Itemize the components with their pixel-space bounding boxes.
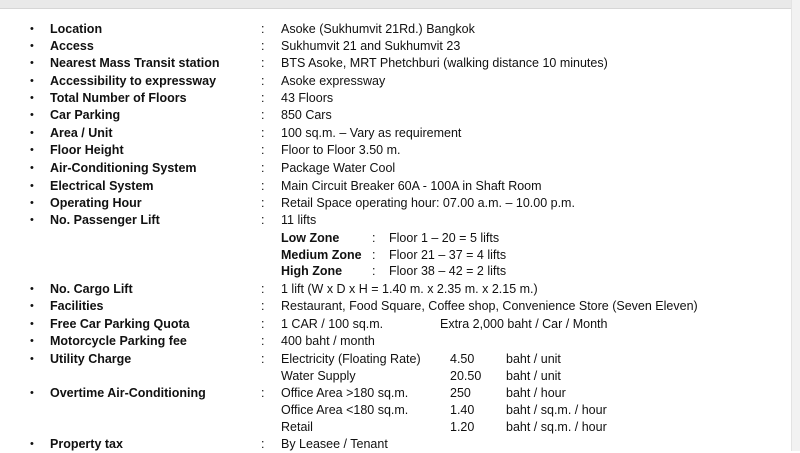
bullet-icon: • xyxy=(30,109,34,121)
spec-row-motorcycle xyxy=(0,333,800,350)
colon: : xyxy=(261,352,265,366)
spec-value: 1 lift (W x D x H = 1.40 m. x 2.35 m. x 2.15 m.) xyxy=(281,282,538,296)
spec-row-floor-height xyxy=(0,142,800,159)
utility-item: Water Supply xyxy=(281,369,356,383)
rate-unit: baht / unit xyxy=(506,352,561,366)
colon: : xyxy=(261,179,265,193)
lift-zone-row xyxy=(0,247,800,264)
spec-label: Total Number of Floors xyxy=(50,91,187,105)
spec-row-access xyxy=(0,38,800,55)
spec-value: Electricity (Floating Rate) xyxy=(281,352,421,366)
spec-value: Asoke expressway xyxy=(281,74,386,88)
zone-label: High Zone xyxy=(281,264,343,278)
spec-row-property-tax xyxy=(0,436,800,453)
spec-label: Overtime Air-Conditioning xyxy=(50,386,206,400)
spec-row-air-conditioning xyxy=(0,160,800,177)
spec-value: Floor to Floor 3.50 m. xyxy=(281,143,401,157)
spec-row-parking-quota xyxy=(0,316,800,333)
colon: : xyxy=(372,231,376,245)
rate-unit: baht / hour xyxy=(506,386,566,400)
spec-value: BTS Asoke, MRT Phetchburi (walking distance 10 minutes) xyxy=(281,56,608,70)
spec-label: Free Car Parking Quota xyxy=(50,317,190,331)
spec-row-electrical xyxy=(0,178,800,195)
spec-label: Utility Charge xyxy=(50,352,132,366)
colon: : xyxy=(372,264,376,278)
spec-row-expressway xyxy=(0,73,800,90)
bullet-icon: • xyxy=(30,75,34,87)
bullet-icon: • xyxy=(30,127,34,139)
spec-value: 100 sq.m. – Vary as requirement xyxy=(281,126,462,140)
colon: : xyxy=(261,196,265,210)
rate-amount: 1.40 xyxy=(450,403,475,417)
bullet-icon: • xyxy=(30,335,34,347)
top-edge xyxy=(0,0,800,9)
rate-unit: baht / unit xyxy=(506,369,561,383)
bullet-icon: • xyxy=(30,214,34,226)
spec-row-area xyxy=(0,125,800,142)
spec-label: Access xyxy=(50,39,94,53)
spec-label: Air-Conditioning System xyxy=(50,161,197,175)
colon: : xyxy=(261,437,265,451)
bullet-icon: • xyxy=(30,353,34,365)
zone-floors: Floor 21 – 37 = 4 lifts xyxy=(389,248,507,262)
bullet-icon: • xyxy=(30,92,34,104)
spec-label: Electrical System xyxy=(50,179,154,193)
colon: : xyxy=(261,299,265,313)
spec-label: No. Cargo Lift xyxy=(50,282,133,296)
lift-zone-row xyxy=(0,230,800,247)
spec-value: Sukhumvit 21 and Sukhumvit 23 xyxy=(281,39,461,53)
overtime-item: Retail xyxy=(281,420,313,434)
rate-unit: baht / sq.m. / hour xyxy=(506,403,607,417)
spec-row-floors xyxy=(0,90,800,107)
bullet-icon: • xyxy=(30,144,34,156)
spec-label: Motorcycle Parking fee xyxy=(50,334,187,348)
rate-amount: 250 xyxy=(450,386,471,400)
bullet-icon: • xyxy=(30,23,34,35)
colon: : xyxy=(261,317,265,331)
spec-label: Floor Height xyxy=(50,143,124,157)
colon: : xyxy=(261,282,265,296)
spec-label: Nearest Mass Transit station xyxy=(50,56,220,70)
spec-label: Location xyxy=(50,22,103,36)
spec-value: Asoke (Sukhumvit 21Rd.) Bangkok xyxy=(281,22,475,36)
spec-value: 1 CAR / 100 sq.m. xyxy=(281,317,384,331)
colon: : xyxy=(261,39,265,53)
spec-row-operating-hour xyxy=(0,195,800,212)
bullet-icon: • xyxy=(30,438,34,450)
spec-value: Retail Space operating hour: 07.00 a.m. – 10.00 p.m. xyxy=(281,196,575,210)
overtime-subrow xyxy=(0,402,800,419)
spec-label: Area / Unit xyxy=(50,126,113,140)
bullet-icon: • xyxy=(30,300,34,312)
colon: : xyxy=(372,248,376,262)
bullet-icon: • xyxy=(30,387,34,399)
colon: : xyxy=(261,108,265,122)
bullet-icon: • xyxy=(30,162,34,174)
spec-value: Restaurant, Food Square, Coffee shop, Convenience Store (Seven Eleven) xyxy=(281,299,698,313)
colon: : xyxy=(261,74,265,88)
spec-row-passenger-lift xyxy=(0,212,800,229)
colon: : xyxy=(261,126,265,140)
zone-label: Medium Zone xyxy=(281,248,362,262)
spec-value: 11 lifts xyxy=(281,213,317,227)
bullet-icon: • xyxy=(30,57,34,69)
colon: : xyxy=(261,386,265,400)
colon: : xyxy=(261,143,265,157)
spec-value: Package Water Cool xyxy=(281,161,396,175)
overtime-subrow xyxy=(0,419,800,436)
rate-amount: 4.50 xyxy=(450,352,475,366)
spec-row-transit xyxy=(0,55,800,72)
bullet-icon: • xyxy=(30,40,34,52)
spec-label: Facilities xyxy=(50,299,104,313)
zone-floors: Floor 38 – 42 = 2 lifts xyxy=(389,264,507,278)
lift-zone-row xyxy=(0,263,800,280)
spec-extra: Extra 2,000 baht / Car / Month xyxy=(440,317,608,331)
overtime-item: Office Area <180 sq.m. xyxy=(281,403,409,417)
spec-value: 400 baht / month xyxy=(281,334,375,348)
spec-label: Property tax xyxy=(50,437,123,451)
spec-value: Office Area >180 sq.m. xyxy=(281,386,409,400)
spec-label: Operating Hour xyxy=(50,196,142,210)
spec-value: 43 Floors xyxy=(281,91,334,105)
colon: : xyxy=(261,334,265,348)
spec-label: No. Passenger Lift xyxy=(50,213,160,227)
utility-subrow xyxy=(0,368,800,385)
rate-amount: 20.50 xyxy=(450,369,482,383)
bullet-icon: • xyxy=(30,318,34,330)
rate-amount: 1.20 xyxy=(450,420,475,434)
bullet-icon: • xyxy=(30,197,34,209)
zone-label: Low Zone xyxy=(281,231,340,245)
spec-label: Car Parking xyxy=(50,108,121,122)
spec-row-overtime-ac xyxy=(0,385,800,402)
colon: : xyxy=(261,161,265,175)
spec-row-cargo-lift xyxy=(0,281,800,298)
spec-value: 850 Cars xyxy=(281,108,332,122)
spec-row-facilities xyxy=(0,298,800,315)
spec-value: By Leasee / Tenant xyxy=(281,437,388,451)
spec-row-utility xyxy=(0,351,800,368)
colon: : xyxy=(261,22,265,36)
spec-row-car-parking xyxy=(0,107,800,124)
bullet-icon: • xyxy=(30,180,34,192)
spec-label: Accessibility to expressway xyxy=(50,74,217,88)
rate-unit: baht / sq.m. / hour xyxy=(506,420,607,434)
bullet-icon: • xyxy=(30,283,34,295)
spec-row-location xyxy=(0,21,800,38)
spec-value: Main Circuit Breaker 60A - 100A in Shaft Room xyxy=(281,179,542,193)
colon: : xyxy=(261,213,265,227)
colon: : xyxy=(261,91,265,105)
zone-floors: Floor 1 – 20 = 5 lifts xyxy=(389,231,500,245)
colon: : xyxy=(261,56,265,70)
